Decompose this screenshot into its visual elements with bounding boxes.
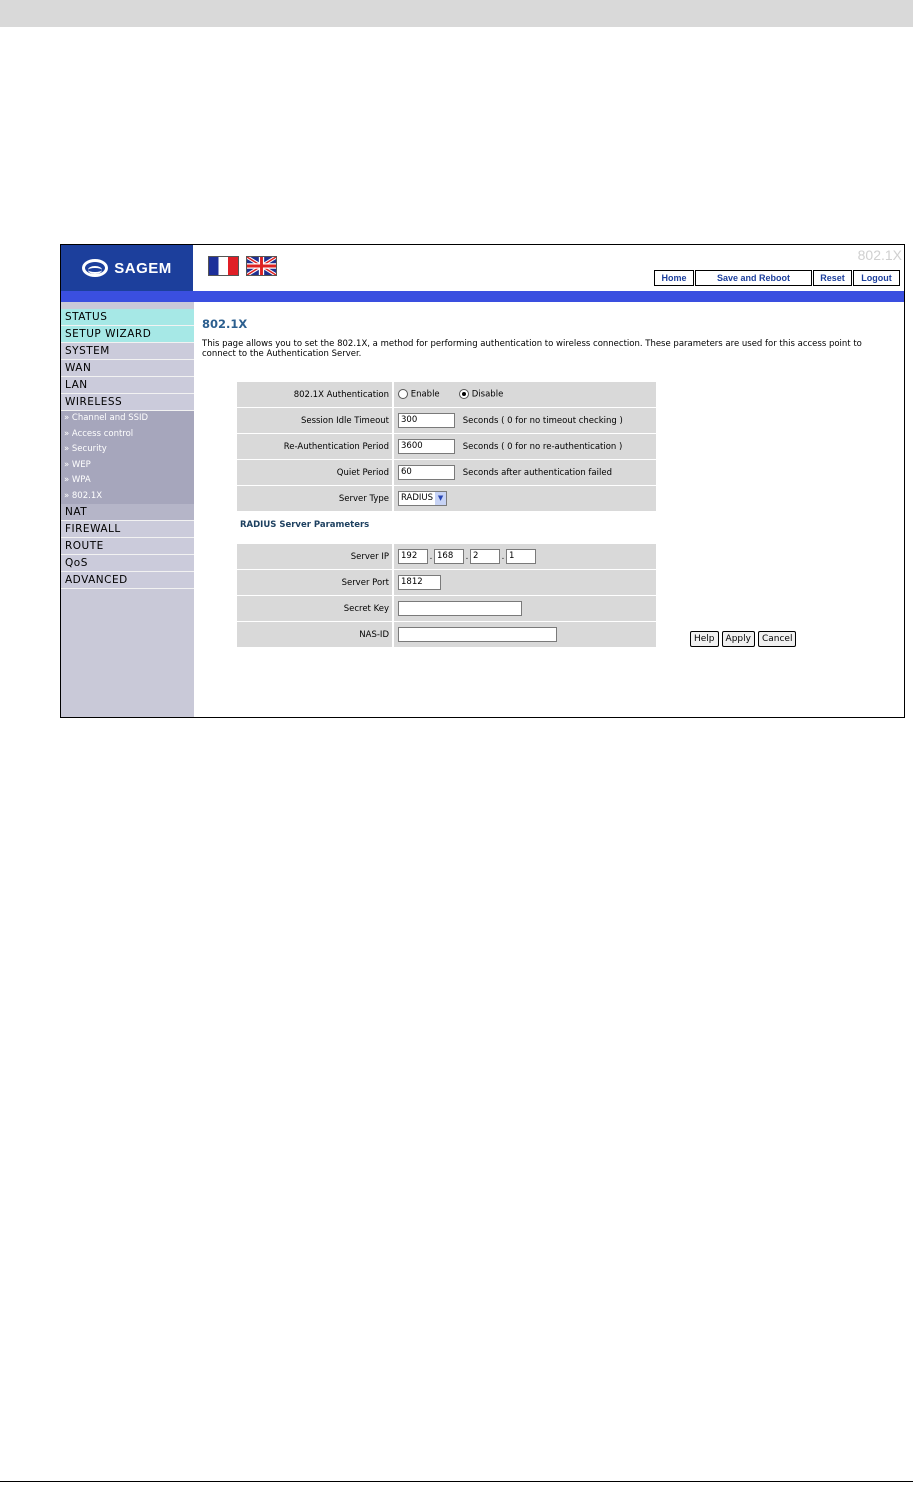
top-gray-bar [0,0,913,27]
reset-button[interactable]: Reset [813,270,852,286]
sidebar-subitem-access-control[interactable]: » Access control [61,427,194,443]
server-ip-label: Server IP [237,544,394,570]
sidebar-item-system[interactable]: SYSTEM [61,343,194,360]
logout-button[interactable]: Logout [853,270,900,286]
home-button[interactable]: Home [654,270,694,286]
disable-radio[interactable] [459,389,469,399]
auth-row [237,382,656,408]
server-type-selected: RADIUS [401,493,434,503]
nas-id-input[interactable] [398,627,557,642]
sidebar-item-wan[interactable]: WAN [61,360,194,377]
server-port-input[interactable]: 1812 [398,575,441,590]
form-actions [690,631,796,647]
logo-text: SAGEM [114,259,172,277]
nas-id-value [394,622,656,648]
ip-dot: . [429,551,433,562]
server-ip-octet-2[interactable]: 168 [434,549,464,564]
secret-key-value [394,596,656,622]
server-port-value [394,570,656,596]
server-ip-octet-1[interactable]: 192 [398,549,428,564]
quiet-period-label: Quiet Period [237,460,394,486]
sidebar-top-gap [61,302,194,309]
nas-id-label: NAS-ID [237,622,394,648]
help-button[interactable]: Help [690,631,719,647]
sidebar-subitem-wpa[interactable]: » WPA [61,473,194,489]
sidebar-item-status[interactable]: STATUS [61,309,194,326]
server-type-select[interactable] [398,491,447,506]
french-flag-icon[interactable] [208,256,239,276]
router-admin-window [60,244,905,718]
server-type-row [237,486,656,512]
sidebar-item-firewall[interactable]: FIREWALL [61,521,194,538]
save-and-reboot-button[interactable]: Save and Reboot [695,270,812,286]
sidebar-item-route[interactable]: ROUTE [61,538,194,555]
session-idle-input[interactable]: 300 [398,413,455,428]
reauth-value [394,434,656,460]
server-ip-octet-4[interactable]: 1 [506,549,536,564]
server-port-label: Server Port [237,570,394,596]
secret-key-input[interactable] [398,601,522,616]
session-idle-row [237,408,656,434]
sidebar-item-setup-wizard[interactable]: SETUP WIZARD [61,326,194,343]
quiet-period-row [237,460,656,486]
sidebar-item-wireless[interactable]: WIRELESS [61,394,194,411]
disable-radio-label: Disable [471,389,504,400]
secret-key-row [237,596,656,622]
enable-radio[interactable] [398,389,408,399]
ip-dot: . [501,551,505,562]
session-idle-label: Session Idle Timeout [237,408,394,434]
secret-key-label: Secret Key [237,596,394,622]
page-description: This page allows you to set the 802.1X, a method for performing authentication to wireless connection. These parameters are used for this access point to connect to the Authentication Server. [202,339,862,359]
sidebar [61,302,194,717]
quiet-period-input[interactable]: 60 [398,465,455,480]
server-ip-octet-3[interactable]: 2 [470,549,500,564]
sidebar-subitem-wep[interactable]: » WEP [61,458,194,474]
page-bottom-rule [0,1481,913,1482]
radius-section-title: RADIUS Server Parameters [240,520,370,530]
sidebar-subitem-channel-and-ssid[interactable]: » Channel and SSID [61,411,194,427]
apply-button[interactable]: Apply [722,631,755,647]
server-type-label: Server Type [237,486,394,512]
radius-settings-table [237,544,656,648]
cancel-button[interactable]: Cancel [758,631,797,647]
quiet-period-note: Seconds after authentication failed [462,467,612,478]
reauth-input[interactable]: 3600 [398,439,455,454]
chevron-down-icon[interactable]: ▼ [435,492,446,505]
ip-dot: . [465,551,469,562]
uk-flag-icon[interactable] [246,256,277,276]
session-idle-note: Seconds ( 0 for no timeout checking ) [462,415,623,426]
auth-value [394,382,656,408]
sidebar-subitem-security[interactable]: » Security [61,442,194,458]
auth-settings-table [237,382,656,512]
top-navigation [654,270,900,286]
enable-radio-label: Enable [410,389,440,400]
sidebar-subitem-802-1x[interactable]: » 802.1X [61,489,194,505]
quiet-period-value [394,460,656,486]
nas-id-row [237,622,656,648]
auth-label: 802.1X Authentication [237,382,394,408]
sidebar-item-qos[interactable]: QoS [61,555,194,572]
sidebar-item-lan[interactable]: LAN [61,377,194,394]
reauth-row [237,434,656,460]
reauth-label: Re-Authentication Period [237,434,394,460]
server-port-row [237,570,656,596]
header-blue-band [61,291,904,302]
page-ghost-title: 802.1X [857,247,902,263]
server-ip-row [237,544,656,570]
sagem-logo [61,245,193,291]
sidebar-item-nat[interactable]: NAT [61,504,194,521]
page-title: 802.1X [202,317,248,331]
sagem-logo-icon [82,259,108,277]
session-idle-value [394,408,656,434]
server-type-value [394,486,656,512]
reauth-note: Seconds ( 0 for no re-authentication ) [462,441,623,452]
server-ip-value [394,544,656,570]
sidebar-item-advanced[interactable]: ADVANCED [61,572,194,589]
